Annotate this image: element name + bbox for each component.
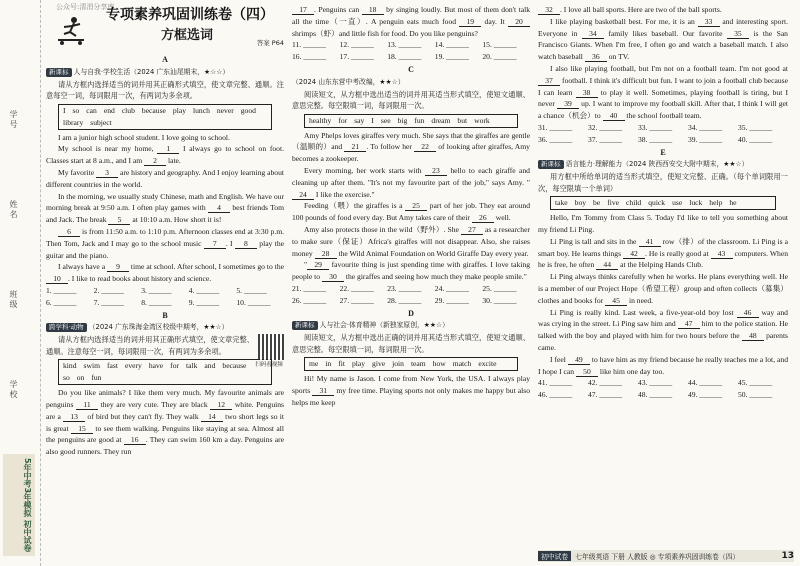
passage-paragraph: [292, 165, 530, 200]
passage-text: My school is near my home,: [58, 144, 158, 154]
answer-line[interactable]: 46. ______: [538, 390, 573, 400]
answer-line[interactable]: 16. ______: [292, 52, 327, 62]
answer-line[interactable]: 50. ______: [738, 390, 773, 400]
answer-line[interactable]: 14. ______: [434, 40, 469, 50]
passage-text: I like playing basketball best. For me, it is an: [550, 16, 698, 26]
answer-blank[interactable]: 18: [362, 5, 384, 15]
section-c-label: C: [408, 64, 414, 74]
passage-paragraph: [292, 373, 530, 408]
passage-text: of looking after giraffes, Amy becomes a zookeeper.: [292, 142, 530, 164]
section-a-label: A: [162, 55, 168, 64]
section-a-passage: [46, 132, 284, 285]
section-d-passage: [292, 373, 530, 408]
section-e-label: E: [660, 147, 666, 157]
word-box-item: because: [222, 361, 247, 371]
section-c-answers: [292, 283, 530, 307]
page-footer: [538, 550, 794, 562]
skateboarder-icon: [52, 14, 92, 46]
answer-blank[interactable]: 20: [508, 17, 530, 27]
answer-line[interactable]: 38. ______: [638, 134, 673, 144]
word-box-item: work: [474, 115, 490, 125]
answer-blank[interactable]: 27: [461, 225, 483, 235]
school-field: 学校: [9, 380, 18, 400]
answer-line[interactable]: 30. ______: [482, 295, 517, 305]
passage-text: are history and geography. And I enjoy learning about different countries in the world.: [46, 167, 284, 189]
answer-line[interactable]: 45. ______: [738, 378, 773, 388]
answer-line[interactable]: 20. ______: [482, 52, 517, 62]
word-box-item: he: [729, 198, 737, 208]
answer-line[interactable]: 8. ______: [141, 297, 172, 307]
passage-text: in need.: [627, 295, 654, 305]
word-box-item: I: [63, 105, 66, 115]
answer-blank[interactable]: 19: [459, 17, 481, 27]
passage-text: I feel: [550, 354, 568, 364]
answer-blank[interactable]: 41: [639, 237, 661, 247]
answer-blank[interactable]: 36: [585, 52, 607, 62]
passage-paragraph: [292, 4, 530, 39]
answer-blank[interactable]: 48: [742, 331, 764, 341]
section-d-instructions: 阅读短文，从方框中选出正确的词并用其适当形式填空，使短文通顺、意思完整。每空限填一词，每词限用一次。: [292, 333, 530, 354]
column-3: [538, 4, 788, 401]
word-box-item: swim: [83, 361, 100, 371]
answer-blank[interactable]: 26: [472, 213, 494, 223]
word-box-item: help: [709, 198, 723, 208]
answer-blank[interactable]: 33: [698, 17, 720, 27]
footer-badge: 初中试卷: [538, 551, 571, 561]
word-box-item: play: [172, 105, 186, 115]
answer-line[interactable]: 23. ______: [387, 283, 422, 293]
answer-line[interactable]: 13. ______: [387, 40, 422, 50]
word-box-item: how: [432, 359, 446, 369]
column-1: [46, 4, 284, 458]
answer-blank[interactable]: 7: [204, 239, 226, 249]
word-box-item: on: [76, 373, 85, 383]
passage-text: at the Helping Hands Club.: [618, 260, 703, 270]
passage-text: well.: [493, 213, 511, 223]
answer-blank[interactable]: 49: [568, 355, 590, 365]
worksheet-header: [46, 4, 284, 52]
passage-paragraph: [538, 16, 788, 63]
answer-blank[interactable]: 17: [292, 5, 314, 15]
section-b-passage-cont: [292, 4, 530, 39]
answer-blank[interactable]: 28: [315, 249, 337, 259]
answer-blank[interactable]: 25: [405, 201, 427, 211]
passage-text: is the San Francisco Giants. When I'm free, I often go and watch a baseball match. I also watch baseball: [538, 28, 788, 62]
passage-text: Amy also protects those in the wild（野外）. She: [304, 224, 461, 234]
passage-text: . I: [225, 238, 235, 248]
passage-paragraph: [538, 354, 788, 378]
section-c-meta: （2024 山东东营中考改编，★★☆）: [292, 77, 405, 86]
word-box-item: team: [410, 359, 426, 369]
answer-line[interactable]: 17. ______: [339, 52, 374, 62]
passage-text: Every morning, her work starts with: [304, 165, 425, 175]
answer-line[interactable]: 43. ______: [638, 378, 673, 388]
passage-text: . I love all ball sports. Here are two of the ball sports.: [560, 5, 722, 14]
word-box-item: good: [240, 105, 256, 115]
passage-text: I always have a: [58, 262, 107, 272]
word-box-item: excite: [478, 359, 497, 369]
answer-line[interactable]: 33. ______: [638, 122, 673, 132]
word-box-item: use: [672, 198, 683, 208]
answer-line[interactable]: 10. ______: [236, 297, 271, 307]
word-box-item: for: [338, 115, 348, 125]
answer-line[interactable]: 31. ______: [538, 122, 573, 132]
passage-text: to play it well. Sometimes, playing football is tiring, but I never: [538, 87, 788, 109]
answer-blank[interactable]: 39: [557, 99, 579, 109]
passage-paragraph: [46, 143, 284, 167]
student-id-field: 学号: [9, 110, 18, 130]
answer-blank[interactable]: 35: [727, 29, 749, 39]
passage-text: the giraffes and seeing how much they make people smile.": [343, 272, 527, 282]
answer-line[interactable]: 48. ______: [638, 390, 673, 400]
passage-text: way and was crying in the street. Li Ping saw him and: [538, 307, 788, 329]
passage-paragraph: [292, 130, 530, 165]
answer-blank[interactable]: 13: [63, 412, 85, 422]
answer-blank[interactable]: 12: [210, 400, 232, 410]
passage-text: like him one day too.: [597, 366, 665, 376]
section-b-passage: [46, 387, 284, 458]
section-d-meta: 新课标 人与社会·体育精神（新独家原创，★★☆）: [292, 320, 530, 332]
passage-text: on TV.: [606, 52, 630, 62]
word-box-item: match: [452, 359, 472, 369]
answer-line[interactable]: 35. ______: [738, 122, 773, 132]
passage-text: Hello, I'm Tommy from Class 5. Today I'd like to tell you something about my friend Li Ping.: [538, 213, 788, 234]
word-box-item: fast: [106, 361, 118, 371]
answer-line[interactable]: 25. ______: [482, 283, 517, 293]
passage-text: the Wild Animal Foundation on World Giraffe Day every year.: [336, 248, 529, 258]
passage-text: to see them walking. Penguins like staying at sea. Almost all the penguins are good at: [46, 423, 284, 445]
answer-line[interactable]: 36. ______: [538, 134, 573, 144]
passage-text: family likes baseball. Our favorite: [603, 28, 727, 38]
answer-line[interactable]: 37. ______: [588, 134, 623, 144]
word-box-item: fit: [338, 359, 345, 369]
section-e-meta: 新课标 语言能力·理解能力（2024 陕西西安交大附中期末，★★☆）: [538, 159, 788, 171]
word-box-item: because: [141, 105, 166, 115]
passage-text: I always go to school on foot. Classes start at 8 a.m., and I am: [46, 144, 284, 166]
answer-blank[interactable]: 29: [307, 260, 329, 270]
word-box-item: library: [63, 117, 84, 127]
passage-paragraph: [538, 271, 788, 306]
passage-text: favourite thing is just spending time with giraffes. I love taking people to: [292, 260, 530, 282]
passage-paragraph: [46, 167, 284, 191]
answer-line[interactable]: 24. ______: [434, 283, 469, 293]
answer-blank[interactable]: 1: [157, 144, 179, 154]
page-number: 13: [781, 551, 794, 561]
answer-blank[interactable]: 6: [58, 227, 80, 237]
passage-paragraph: [46, 261, 284, 285]
passage-text: ": [304, 260, 308, 270]
passage-text: . Penguins can: [314, 5, 362, 14]
section-e-word-box: [550, 196, 776, 210]
passage-paragraph: [46, 226, 284, 261]
answer-blank[interactable]: 21: [344, 142, 366, 152]
section-c-instructions: 阅读短文，从方框中选出适当的词并用其适当形式填空，使短文通顺、意思完整。每空限填一词，每词限用一次。: [292, 89, 530, 111]
word-box-item: boy: [574, 198, 587, 208]
answer-blank[interactable]: 42: [623, 249, 645, 259]
answer-blank[interactable]: 15: [71, 424, 93, 434]
answer-blank[interactable]: 10: [46, 274, 68, 284]
answer-blank[interactable]: 44: [596, 260, 618, 270]
word-box-item: luck: [689, 198, 703, 208]
answer-line[interactable]: 49. ______: [688, 390, 723, 400]
word-box-item: club: [121, 105, 135, 115]
passage-paragraph: [538, 63, 788, 122]
class-field: 班级: [9, 290, 18, 310]
word-box-item: healthy: [309, 115, 332, 125]
word-box-item: I: [371, 115, 374, 125]
passage-paragraph: [538, 236, 788, 271]
answer-blank[interactable]: 11: [76, 400, 98, 410]
answer-blank[interactable]: 3: [96, 168, 118, 178]
answer-blank[interactable]: 50: [576, 367, 598, 377]
answer-line[interactable]: 7. ______: [93, 297, 124, 307]
answer-blank[interactable]: 47: [678, 319, 700, 329]
word-box-item: fun: [414, 115, 425, 125]
section-d-passage-cont: [538, 4, 788, 122]
section-c-passage: [292, 130, 530, 283]
passage-text: Hi! My name is Jason. I come from New York, the USA. I always play sports: [292, 374, 530, 395]
passage-text: Amy Phelps loves giraffes very much. She says that the giraffes are gentle（温顺的）and: [292, 130, 530, 152]
answer-blank[interactable]: 46: [737, 308, 759, 318]
word-box-item: for: [170, 361, 180, 371]
left-margin: [0, 0, 41, 566]
answer-blank[interactable]: 30: [322, 272, 344, 282]
passage-text: play the guitar and the piano.: [46, 238, 284, 260]
section-a-meta: 新课标 人与自我·学校生活（2024 广东汕尾期末，★☆☆）: [46, 67, 284, 79]
section-d-label: D: [408, 308, 414, 318]
passage-text: the school football team.: [624, 111, 702, 121]
section-b-instructions: 请从方框内选择适当的词并用其正确形式填空，使文章完整、通顺。注意每空一词，每词限用一次，有两词为多余项。: [46, 335, 254, 356]
passage-text: In the morning, we usually study Chinese, math and English. We have our morning break at 9:50 a.m. I often play games with: [46, 191, 284, 213]
passage-text: football. I think it's difficult but fun. I want to join a football club because I can learn: [538, 75, 788, 97]
passage-text: as a researcher to make sure（保证）Africa's giraffes will not disappear. Also, she raises money: [292, 224, 530, 258]
answer-blank[interactable]: 14: [201, 412, 223, 422]
word-box-item: see: [380, 115, 391, 125]
word-box-item: dream: [431, 115, 451, 125]
section-e-instructions: 用方框中所给单词的适当形式填空，使短文完整、正确。（每个单词限用一次，每空限填一个单词）: [538, 172, 788, 193]
answer-line[interactable]: 42. ______: [588, 378, 623, 388]
answer-line[interactable]: 3. ______: [141, 285, 172, 295]
section-b-meta: 跨学科·动物 （2024 广东珠海金湾区校级中期考，★★☆）: [46, 322, 284, 334]
answer-blank[interactable]: 45: [605, 296, 627, 306]
section-d-word-box: [304, 357, 518, 371]
word-box-item: kind: [63, 361, 77, 371]
section-a-answers: [46, 285, 284, 309]
answer-line[interactable]: 5. ______: [236, 285, 267, 295]
word-box-item: lunch: [193, 105, 210, 115]
word-box-item: give: [372, 359, 386, 369]
page-subtitle: 方框选词: [161, 28, 214, 43]
passage-text: shrimps（虾）and little fish for food. Do you like penguins?: [292, 28, 478, 38]
brand-logo: 5年中考3年模拟 初中试卷: [3, 454, 35, 556]
answer-line[interactable]: 32. ______: [588, 122, 623, 132]
passage-text: Li Ping always thinks carefully when he works. He plans everything well. He is a member of our Project Hope（希望工程）group and often collects（募集）clothes and books for: [538, 272, 788, 305]
answer-line[interactable]: 39. ______: [688, 134, 723, 144]
word-box-item: every: [124, 361, 142, 371]
word-box-item: join: [392, 359, 404, 369]
word-box-item: play: [351, 359, 366, 369]
answer-line[interactable]: 27. ______: [339, 295, 374, 305]
passage-text: of bird but they can't fly. They walk: [85, 411, 201, 421]
passage-paragraph: [538, 4, 788, 16]
footer-text: 七年级英语 下册 人教版 ◎ 专项素养巩固训练卷（四）: [575, 553, 740, 561]
answer-blank[interactable]: 4: [208, 203, 230, 213]
answer-blank[interactable]: 22: [414, 142, 436, 152]
word-box-item: so: [72, 105, 80, 115]
passage-text: I am a junior high school student. I love going to school.: [58, 132, 230, 142]
word-box-item: be: [593, 198, 601, 208]
word-box-item: child: [626, 198, 642, 208]
answer-line[interactable]: 19. ______: [434, 52, 469, 62]
answer-reference: 答案 P64: [256, 39, 284, 47]
section-b-answers: [292, 39, 530, 63]
passage-text: . To follow her: [366, 142, 415, 152]
passage-paragraph: [46, 387, 284, 458]
answer-blank[interactable]: 34: [582, 29, 604, 39]
section-a-word-box: [58, 104, 272, 130]
passage-text: late.: [166, 156, 181, 166]
passage-text: parents came.: [538, 331, 789, 352]
watermark: 公众号:清涓分享库: [56, 3, 115, 11]
passage-text: at 10:10 a.m. How short it is!: [130, 215, 222, 225]
passage-text: row（排）of the classroom. Li Ping is a smart boy. He learns things: [538, 236, 788, 258]
passage-text: my free time. Playing sports not only makes me happy but also helps me keep: [292, 385, 531, 407]
word-box-item: in: [325, 359, 332, 369]
passage-text: up. I want to improve my football skill. After that, I think I will get a chance（机会）to: [538, 99, 789, 121]
word-box-item: say: [354, 115, 365, 125]
answer-blank[interactable]: 40: [603, 111, 625, 121]
passage-paragraph: [538, 212, 788, 236]
section-c-word-box: [304, 114, 518, 128]
passage-text: is from 11:50 a.m. to 1:10 p.m. Afternoon classes end at 3:30 p.m. Then Tom, Jack and I may go to the school music: [46, 226, 284, 248]
word-box-item: so: [63, 373, 70, 383]
answer-line[interactable]: 26. ______: [292, 295, 327, 305]
passage-paragraph: [46, 191, 284, 226]
word-box-item: take: [555, 198, 568, 208]
passage-text: Li Ping is really kind. Last week, a five-year-old boy lost: [550, 307, 737, 317]
passage-text: by singing loudly. But most of them don't talk all the time（一直）. A penguin eats much food: [292, 5, 531, 26]
answer-line[interactable]: 29. ______: [434, 295, 469, 305]
answer-line[interactable]: 21. ______: [292, 283, 327, 293]
answer-blank[interactable]: 31: [312, 386, 334, 396]
answer-line[interactable]: 6. ______: [46, 297, 77, 307]
answer-line[interactable]: 11. ______: [292, 40, 326, 50]
answer-blank[interactable]: 43: [711, 249, 733, 259]
answer-blank[interactable]: 37: [538, 76, 560, 86]
passage-text: day. It: [481, 16, 509, 26]
section-e-answers: [538, 377, 788, 401]
passage-paragraph: [46, 132, 284, 144]
passage-text: to have him as my friend because he really teaches me a lot, and I hope I can: [538, 354, 788, 376]
word-box-item: me: [309, 359, 319, 369]
answer-line[interactable]: 41. ______: [538, 378, 573, 388]
answer-blank[interactable]: 16: [124, 435, 146, 445]
passage-text: part of her job. They eat around 100 pounds of food every day. But Amy takes care of their: [292, 201, 531, 223]
answer-line[interactable]: 12. ______: [339, 40, 374, 50]
answer-line[interactable]: 9. ______: [188, 297, 220, 307]
section-e-passage: [538, 212, 788, 377]
passage-text: white. Penguins are a: [46, 399, 285, 421]
passage-paragraph: [292, 224, 530, 259]
section-b-label: B: [162, 310, 168, 320]
answer-blank[interactable]: 23: [425, 166, 447, 176]
passage-text: computers. When he is free, he often: [538, 248, 788, 270]
passage-text: and interesting sport. Everyone in: [538, 16, 788, 38]
section-d-answers: [538, 122, 788, 146]
page-title: 专项素养巩固训练卷（四）: [106, 7, 274, 23]
answer-line[interactable]: 28. ______: [387, 295, 422, 305]
word-box-item: can: [86, 105, 97, 115]
passage-text: him to the police station. He talked with the boy and played with him for two hours before the: [538, 319, 788, 341]
answer-blank[interactable]: 24: [292, 190, 314, 200]
word-box-item: big: [397, 115, 408, 125]
passage-text: best friends Tom and Jack. The break: [46, 203, 284, 225]
answer-line[interactable]: 15. ______: [482, 40, 517, 50]
qr-code-icon[interactable]: [258, 334, 284, 360]
passage-text: two short legs so it is great: [46, 411, 284, 433]
answer-line[interactable]: 34. ______: [688, 122, 723, 132]
answer-line[interactable]: 44. ______: [688, 378, 723, 388]
answer-line[interactable]: 47. ______: [588, 390, 623, 400]
answer-line[interactable]: 1. ______: [46, 285, 77, 295]
passage-text: . He is really good at: [645, 248, 711, 258]
column-2: [292, 4, 530, 409]
answer-line[interactable]: 18. ______: [387, 52, 422, 62]
answer-blank[interactable]: 2: [144, 156, 166, 166]
passage-text: Do you like animals? I like them very much. My favourite animals are penguins: [46, 388, 284, 409]
answer-line[interactable]: 40. ______: [738, 134, 773, 144]
answer-line[interactable]: 2. ______: [93, 285, 124, 295]
passage-text: Li Ping is tall and sits in the: [550, 236, 639, 246]
word-box-item: fun: [91, 373, 102, 383]
word-box-item: end: [103, 105, 115, 115]
passage-text: time at school. After school, I sometimes go to the: [129, 262, 284, 272]
word-box-item: but: [457, 115, 468, 125]
word-box-item: five: [607, 198, 620, 208]
passage-text: . They can swim 160 km a day. Penguins are also good runners. They run: [46, 435, 284, 457]
answer-blank[interactable]: 5: [108, 215, 130, 225]
section-a-instructions: 请从方框内选择适当的词并用其正确形式填空，使文章完整、通顺。注意每空一词，每词限用一次，有两词为多余项。: [46, 79, 284, 101]
passage-paragraph: [292, 259, 530, 283]
passage-text: Feeding（喂）the giraffes is a: [304, 201, 406, 211]
passage-text: I like the exercise.": [314, 189, 375, 199]
name-field: 姓名: [9, 200, 18, 220]
word-box-item: quick: [648, 198, 666, 208]
word-box-item: talk: [186, 361, 198, 371]
answer-line[interactable]: 4. ______: [188, 285, 220, 295]
passage-text: My favorite: [58, 167, 97, 177]
section-b-word-box: [58, 359, 272, 385]
answer-line[interactable]: 22. ______: [339, 283, 374, 293]
passage-paragraph: [292, 200, 530, 224]
passage-text: they are very cute. They are black: [98, 399, 211, 409]
answer-blank[interactable]: 32: [538, 5, 560, 15]
passage-paragraph: [538, 307, 788, 354]
word-box-item: and: [204, 361, 216, 371]
passage-text: hello to each giraffe and cleaning up after them. "It's not my favourite part of the job," says Amy. ": [292, 165, 530, 187]
answer-blank[interactable]: 38: [576, 88, 598, 98]
answer-blank[interactable]: 8: [235, 239, 257, 249]
passage-text: . I like to read books about history and science.: [68, 274, 212, 284]
word-box-item: subject: [90, 117, 112, 127]
answer-blank[interactable]: 9: [107, 262, 129, 272]
passage-text: I also like playing football, but I'm not on a football team. I'm not good at: [550, 63, 788, 73]
word-box-item: have: [148, 361, 164, 371]
qr-caption: 扫码看视频: [255, 362, 283, 369]
word-box-item: never: [216, 105, 234, 115]
